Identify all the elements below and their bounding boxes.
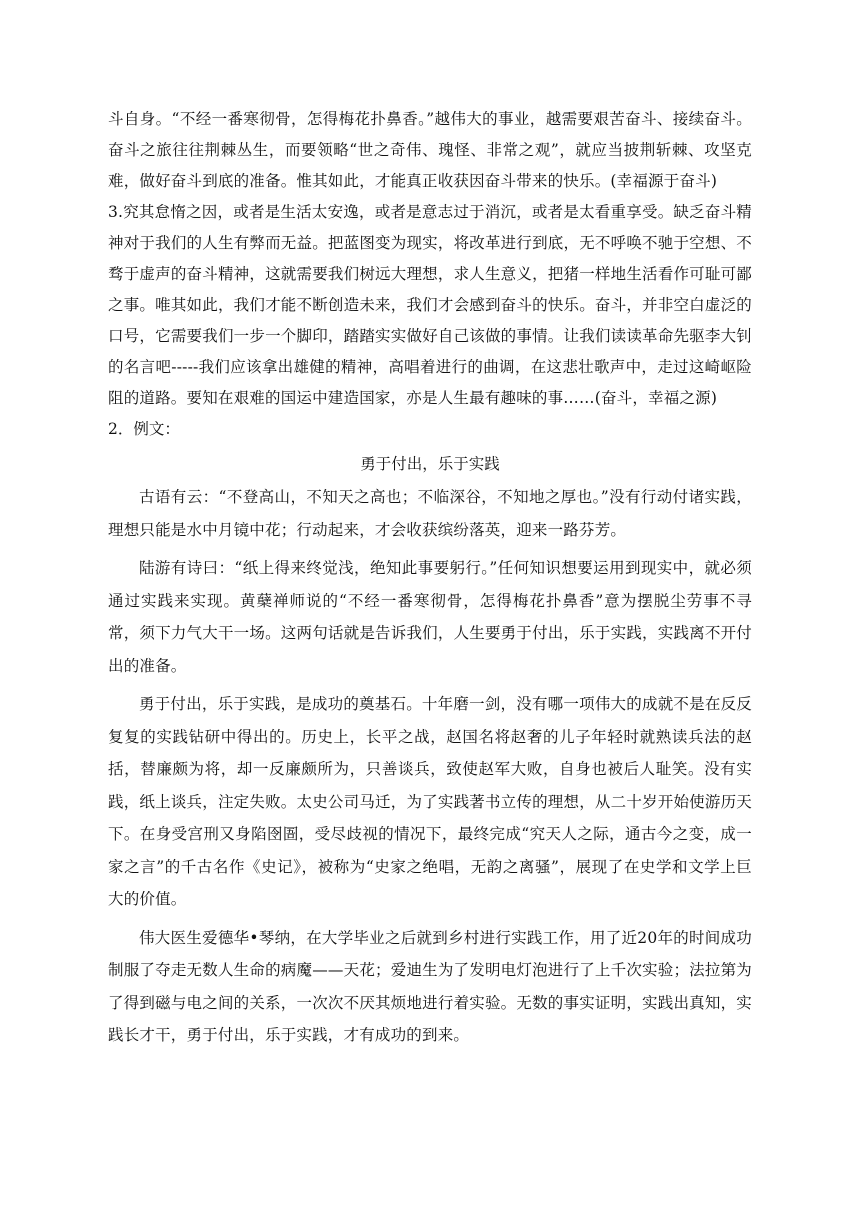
essay-paragraph-1: 古语有云：“不登高山，不知天之高也；不临深谷，不知地之厚也。”没有行动付诸实践，理想只能是水中月镜中花；行动起来，才会收获缤纷落英，迎来一路芬芳。	[108, 488, 752, 539]
essay-paragraph-4: 伟大医生爱德华•琴纳，在大学毕业之后就到乡村进行实践工作，用了近20年的时间成功制服了夺走无数人生命的病魔——天花；爱迪生为了发明电灯泡进行了上千次实验；法拉第为了得到磁与电之间的关系，一次次不厌其烦地进行着实验。无数的事实证明，实践出真知，实践长才干，勇于付出，乐于实践，才有成功的到来。	[108, 928, 752, 1044]
section-label-example-essay: 2．例文：	[108, 420, 180, 438]
essay-paragraph-3: 勇于付出，乐于实践，是成功的奠基石。十年磨一剑，没有哪一项伟大的成就不是在反反复复的实践钻研中得出的。历史上，长平之战，赵国名将赵奢的儿子年轻时就熟读兵法的赵括，替廉颇为将，却一反廉颇所为，只善谈兵，致使赵军大败，自身也被后人耻笑。没有实践，纸上谈兵，注定失败。太史公司马迁，为了实践著书立传的理想，从二十岁开始使游历天下。在身受宫刑又身陷囹圄，受尽歧视的情况下，最终完成“究天人之际，通古今之变，成一家之言”的千古名作《史记》，被称为“史家之绝唱，无韵之离骚”，展现了在史学和文学上巨大的价值。	[108, 695, 752, 908]
paragraph-point-3: 3.究其怠惰之因，或者是生活太安逸，或者是意志过于消沉，或者是太看重享受。缺乏奋斗精神对于我们的人生有弊而无益。把蓝图变为现实，将改革进行到底，无不呼唤不驰于空想、不骛于虚声的奋斗精神，这就需要我们树远大理想，求人生意义，把猪一样地生活看作可耻可鄙之事。唯其如此，我们才能不断创造未来，我们才会感到奋斗的快乐。奋斗，并非空白虚泛的口号，它需要我们一步一个脚印，踏踏实实做好自己该做的事情。让我们读读革命先驱李大钊的名言吧-----我们应该拿出雄健的精神，高唱着进行的曲调，在这悲壮歌声中，走过这崎岖险阻的道路。要知在艰难的国运中建造国家，亦是人生最有趣味的事……(奋斗，幸福之源)	[108, 203, 752, 407]
example-essay	[108, 447, 752, 1052]
document-body	[108, 104, 752, 1052]
essay-title: 勇于付出，乐于实践	[360, 455, 500, 473]
essay-paragraph-2: 陆游有诗曰：“纸上得来终觉浅，绝知此事要躬行。”任何知识想要运用到现实中，就必须通过实践来实现。黄蘖禅师说的“不经一番寒彻骨，怎得梅花扑鼻香”意为摆脱尘劳事不寻常，须下力气大干一场。这两句话就是告诉我们，人生要勇于付出，乐于实践，实践离不开付出的准备。	[108, 559, 752, 675]
paragraph-struggle-happiness: 斗自身。“不经一番寒彻骨，怎得梅花扑鼻香。”越伟大的事业，越需要艰苦奋斗、接续奋斗。奋斗之旅往往荆棘丛生，而要领略“世之奇伟、瑰怪、非常之观”，就应当披荆斩棘、攻坚克难，做好奋斗到底的准备。惟其如此，才能真正收获因奋斗带来的快乐。(幸福源于奋斗)	[108, 110, 752, 190]
